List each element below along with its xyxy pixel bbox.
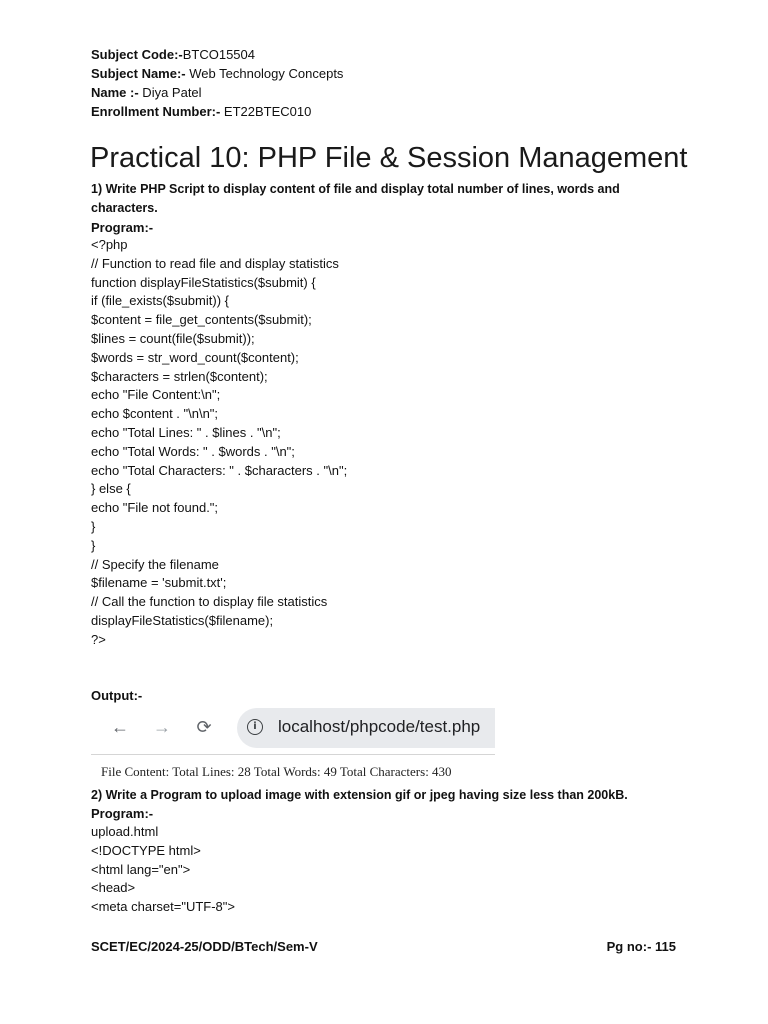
code-line: $characters = strlen($content); bbox=[91, 368, 268, 384]
student-name-label: Name :- bbox=[91, 85, 139, 100]
browser-divider bbox=[91, 754, 495, 755]
code-line: echo "Total Lines: " . $lines . "\n"; bbox=[91, 424, 281, 440]
code-line: echo "Total Characters: " . $characters . "\n"; bbox=[91, 462, 348, 478]
q2-code-block bbox=[91, 823, 235, 917]
site-info-icon: i bbox=[247, 719, 263, 735]
code-line: <!DOCTYPE html> bbox=[91, 842, 201, 858]
student-name-line bbox=[91, 83, 202, 102]
code-line: echo "File not found."; bbox=[91, 500, 219, 516]
question-1: 1) Write PHP Script to display content of file and display total number of lines, words and characters. bbox=[91, 182, 620, 215]
code-line: $lines = count(file($submit)); bbox=[91, 330, 255, 346]
code-line: function displayFileStatistics($submit) { bbox=[91, 274, 316, 290]
back-arrow-icon: ← bbox=[111, 717, 129, 737]
code-line: echo "File Content:\n"; bbox=[91, 387, 221, 403]
code-line: // Specify the filename bbox=[91, 556, 219, 572]
question-2: 2) Write a Program to upload image with extension gif or jpeg having size less than 200kB. bbox=[91, 788, 628, 802]
code-line: } bbox=[91, 537, 96, 553]
reload-icon: ⟳ bbox=[196, 717, 212, 737]
subject-name-line bbox=[91, 64, 343, 83]
subject-code-line bbox=[91, 45, 255, 64]
address-bar bbox=[237, 708, 495, 748]
student-name-value: Diya Patel bbox=[138, 85, 202, 100]
subject-name-label: Subject Name:- bbox=[91, 66, 186, 81]
browser-toolbar-screenshot bbox=[91, 705, 495, 751]
enrollment-label: Enrollment Number:- bbox=[91, 104, 221, 119]
code-line: <head> bbox=[91, 880, 136, 896]
code-line: echo "Total Words: " . $words . "\n"; bbox=[91, 443, 295, 459]
code-line: <meta charset="UTF-8"> bbox=[91, 899, 235, 915]
code-line: if (file_exists($submit)) { bbox=[91, 293, 229, 309]
subject-code-value: BTCO15504 bbox=[182, 47, 255, 62]
code-line: upload.html bbox=[91, 824, 159, 839]
subject-code-label: Subject Code:- bbox=[91, 47, 183, 62]
q1-program-label: Program:- bbox=[91, 220, 154, 235]
code-line: <html lang="en"> bbox=[91, 861, 191, 877]
enrollment-value: ET22BTEC010 bbox=[220, 104, 312, 119]
q1-output-label: Output:- bbox=[91, 688, 143, 703]
code-line: $words = str_word_count($content); bbox=[91, 349, 299, 365]
subject-name-value: Web Technology Concepts bbox=[185, 66, 344, 81]
code-line: ?> bbox=[91, 631, 106, 647]
footer-left: SCET/EC/2024-25/ODD/BTech/Sem-V bbox=[91, 939, 318, 954]
code-line: } else { bbox=[91, 481, 131, 497]
code-line: } bbox=[91, 518, 96, 534]
code-line: displayFileStatistics($filename); bbox=[91, 612, 274, 628]
code-line: // Function to read file and display statistics bbox=[91, 255, 339, 271]
page-title: Practical 10: PHP File & Session Management bbox=[90, 142, 688, 174]
code-line: <?php bbox=[91, 237, 128, 252]
footer-page-number: Pg no:- 115 bbox=[606, 939, 676, 954]
code-line: $content = file_get_contents($submit); bbox=[91, 312, 312, 328]
q2-program-label: Program:- bbox=[91, 806, 154, 821]
code-line: echo $content . "\n\n"; bbox=[91, 406, 219, 422]
enrollment-line bbox=[91, 102, 311, 121]
address-bar-url: localhost/phpcode/test.php bbox=[278, 717, 481, 736]
q1-output-text: File Content: Total Lines: 28 Total Words: 49 Total Characters: 430 bbox=[101, 764, 452, 779]
q1-code-block bbox=[91, 236, 347, 650]
code-line: $filename = 'submit.txt'; bbox=[91, 575, 227, 591]
code-line: // Call the function to display file statistics bbox=[91, 594, 328, 610]
forward-arrow-icon: → bbox=[153, 717, 171, 737]
